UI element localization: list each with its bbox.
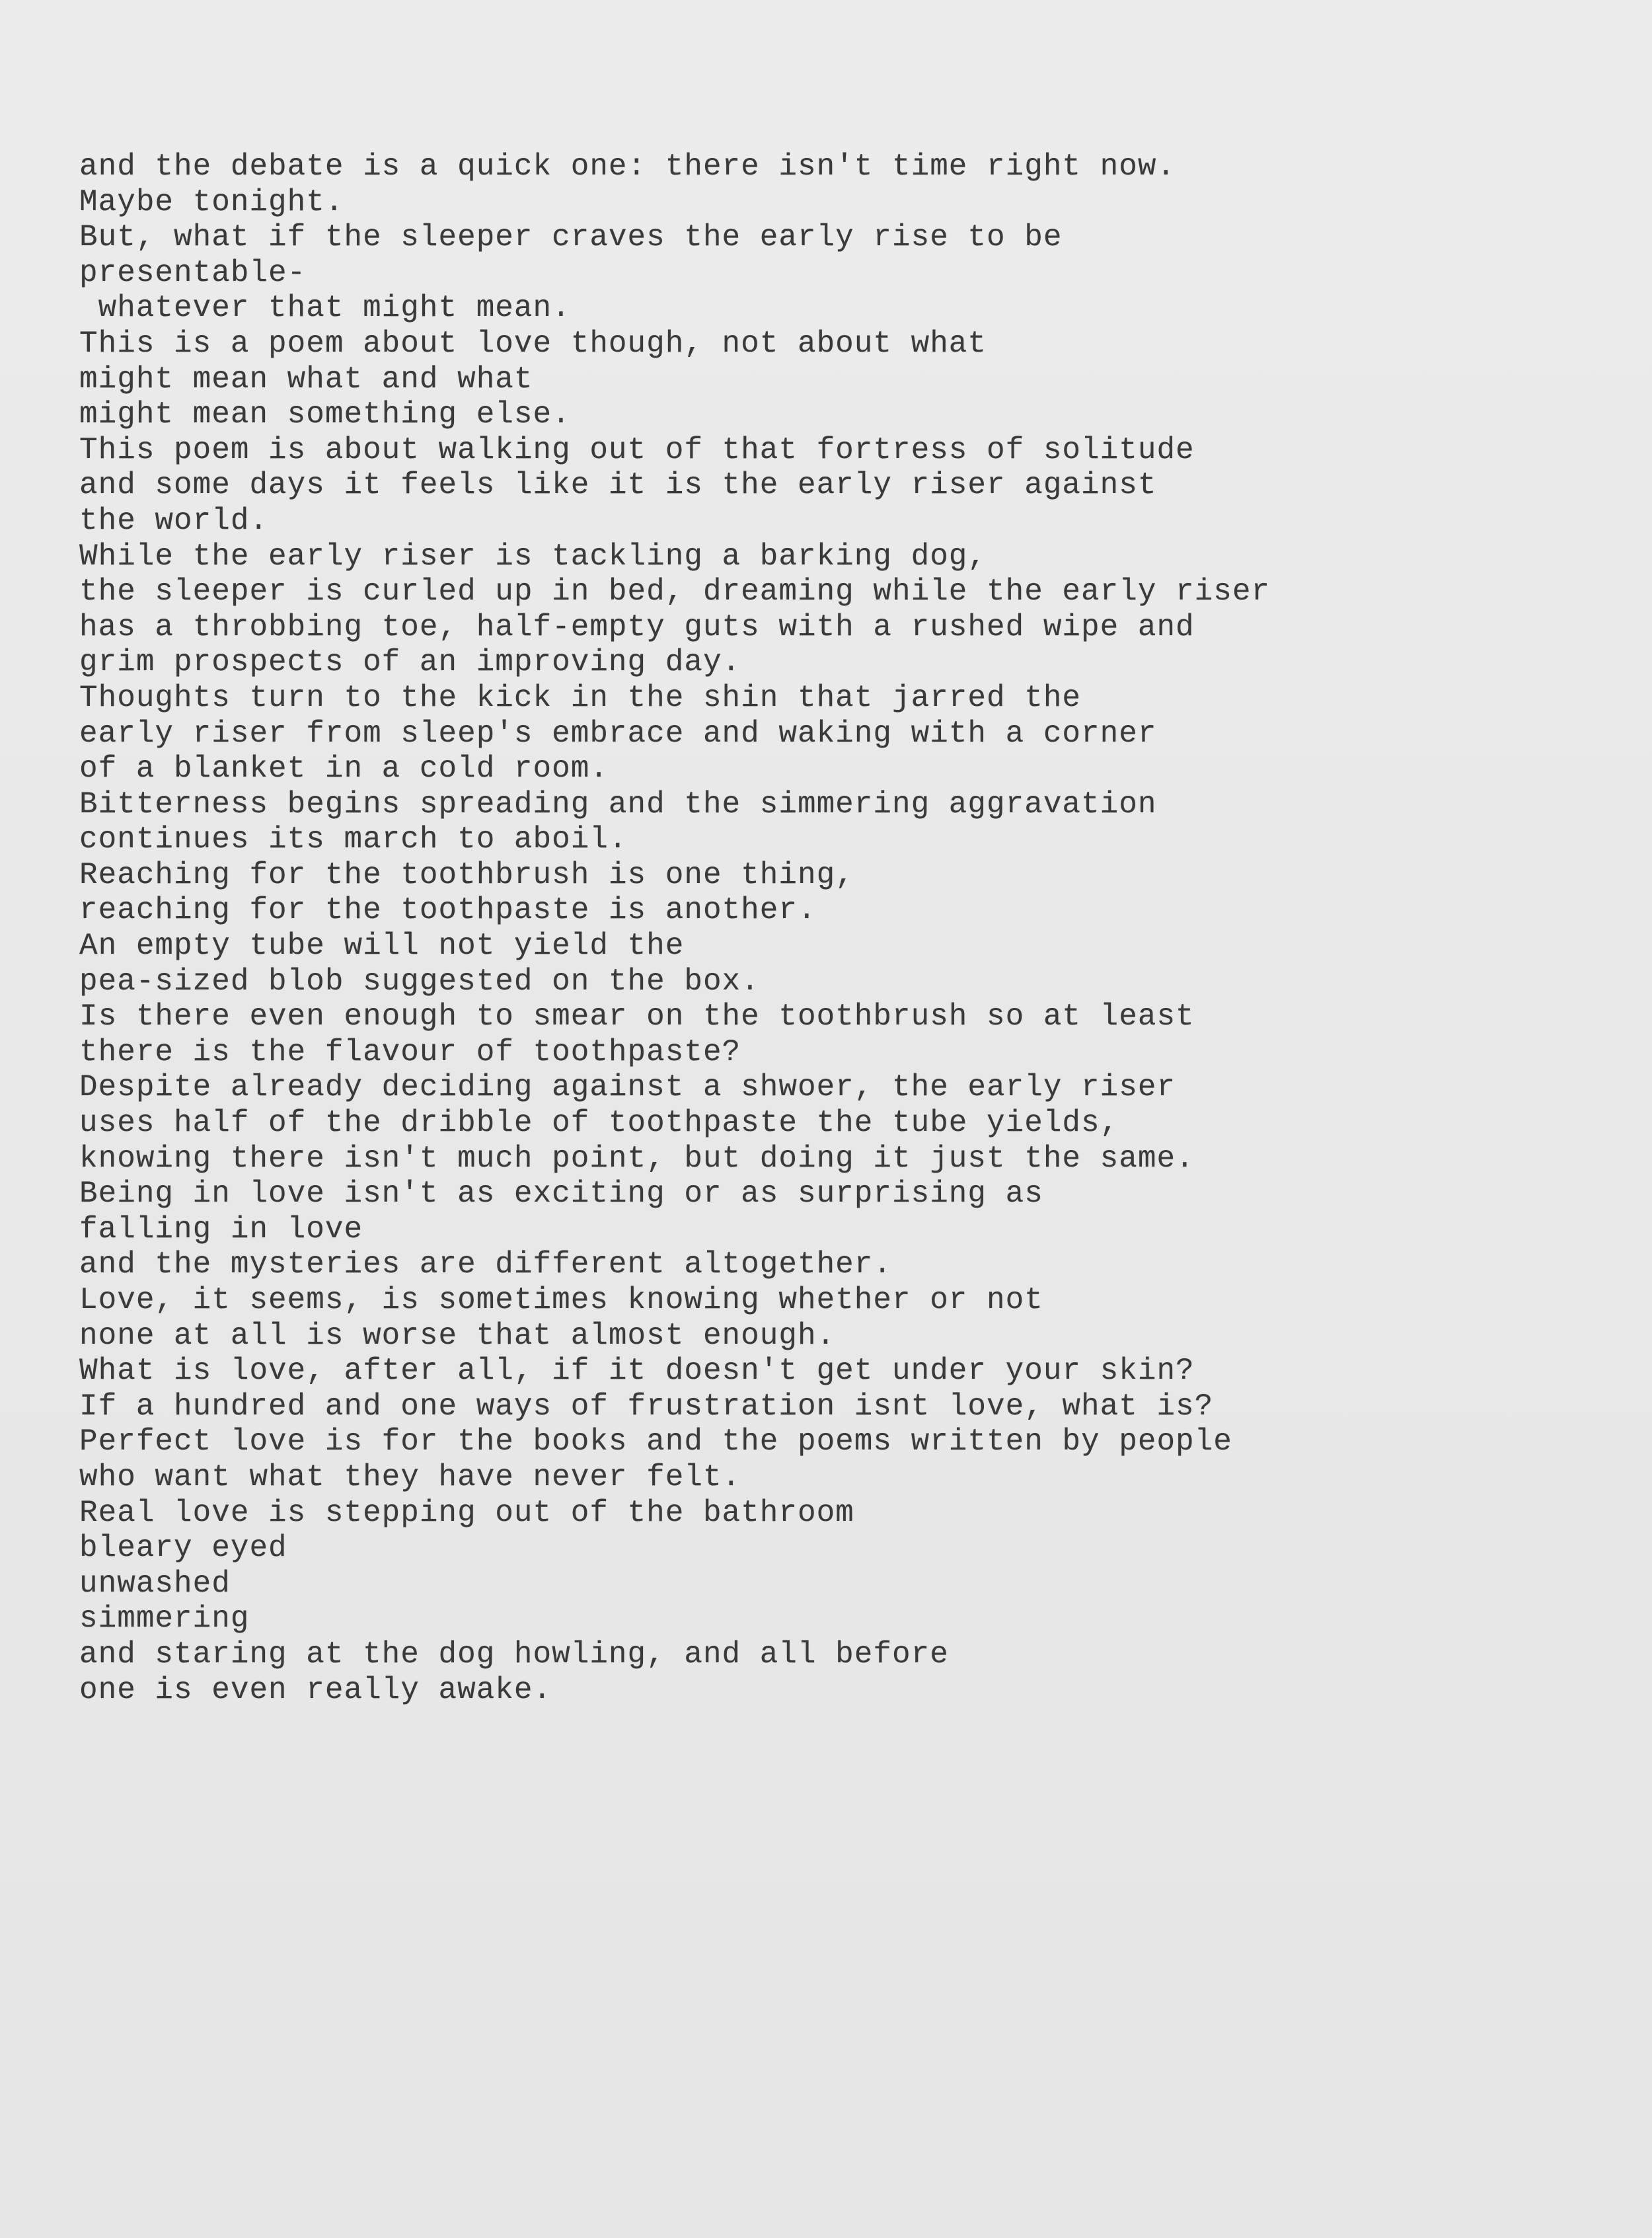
poem-line: Real love is stepping out of the bathroom <box>79 1495 854 1530</box>
poem-line: Bitterness begins spreading and the simmering aggravation <box>79 787 1157 822</box>
poem-line: pea-sized blob suggested on the box. <box>79 964 760 999</box>
poem-line: An empty tube will not yield the <box>79 929 685 964</box>
poem-line: Is there even enough to smear on the toothbrush so at least <box>79 999 1195 1034</box>
poem-line: Reaching for the toothbrush is one thing, <box>79 857 854 892</box>
poem-line: uses half of the dribble of toothpaste the tube yields, <box>79 1106 1119 1141</box>
poem-line: Despite already deciding against a shwoer, the early riser <box>79 1070 1176 1105</box>
poem-line: early riser from sleep's embrace and waking with a corner <box>79 716 1157 751</box>
poem-line: who want what they have never felt. <box>79 1459 741 1494</box>
poem-line: has a throbbing toe, half-empty guts with a rushed wipe and <box>79 609 1195 644</box>
poem-line: Love, it seems, is sometimes knowing whether or not <box>79 1283 1043 1317</box>
poem-line: While the early riser is tackling a barking dog, <box>79 539 987 574</box>
poem-line: Maybe tonight. <box>79 184 344 219</box>
poem-line: continues its march to aboil. <box>79 822 628 857</box>
poem-line: unwashed <box>79 1566 231 1601</box>
poem-line: whatever that might mean. <box>79 291 571 326</box>
poem-line: and some days it feels like it is the early riser against <box>79 468 1157 503</box>
poem-line: and the mysteries are different altogether. <box>79 1247 892 1282</box>
poem-line: the sleeper is curled up in bed, dreaming while the early riser <box>79 574 1271 609</box>
poem-line: grim prospects of an improving day. <box>79 645 741 680</box>
poem-line: If a hundred and one ways of frustration isnt love, what is? <box>79 1389 1214 1424</box>
poem-line: might mean what and what <box>79 362 533 397</box>
poem-line: and staring at the dog howling, and all before <box>79 1637 949 1672</box>
poem-line: one is even really awake. <box>79 1672 552 1707</box>
poem-line: bleary eyed <box>79 1531 287 1566</box>
poem-line: and the debate is a quick one: there isn't time right now. <box>79 149 1176 184</box>
poem-line: This poem is about walking out of that fortress of solitude <box>79 432 1195 467</box>
poem-line: of a blanket in a cold room. <box>79 752 609 787</box>
poem-line: simmering <box>79 1601 250 1637</box>
poem-line: Thoughts turn to the kick in the shin that jarred the <box>79 680 1082 715</box>
poem-line: What is love, after all, if it doesn't get under your skin? <box>79 1354 1195 1389</box>
poem-line: might mean something else. <box>79 397 571 432</box>
poem-line: Perfect love is for the books and the poems written by people <box>79 1424 1232 1459</box>
poem-line: the world. <box>79 503 269 538</box>
poem-line: This is a poem about love though, not about what <box>79 326 987 361</box>
poem-line: falling in love <box>79 1212 363 1247</box>
poem-line: Being in love isn't as exciting or as surprising as <box>79 1177 1043 1212</box>
poem-body <box>79 149 1599 1708</box>
poem-line: reaching for the toothpaste is another. <box>79 893 817 928</box>
poem-line: there is the flavour of toothpaste? <box>79 1034 741 1069</box>
poem-line: presentable- <box>79 255 307 290</box>
poem-line: knowing there isn't much point, but doing it just the same. <box>79 1141 1195 1176</box>
poem-line: But, what if the sleeper craves the early rise to be <box>79 220 1063 255</box>
poem-line: none at all is worse that almost enough. <box>79 1318 836 1353</box>
